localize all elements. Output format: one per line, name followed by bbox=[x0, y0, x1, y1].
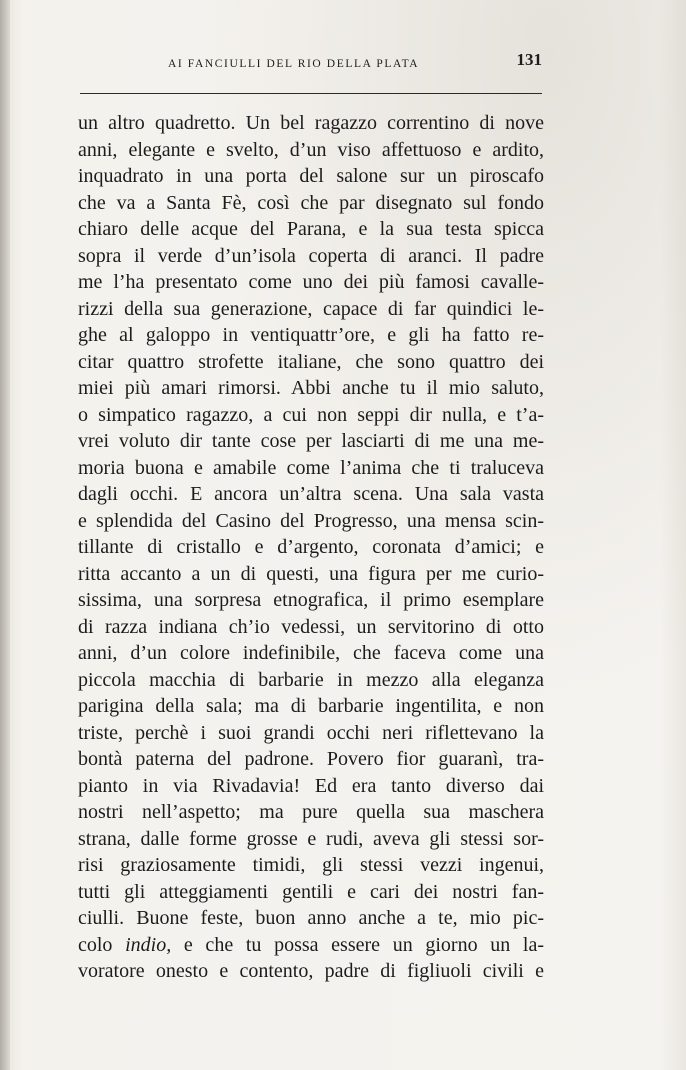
text-line: che va a Santa Fè, così che par disegnato sul fondo bbox=[78, 191, 544, 214]
text-line: ghe al galoppo in ventiquattr’ore, e gli ha fatto re- bbox=[78, 324, 544, 346]
text-line: moria buona e amabile come l’anima che ti traluceva bbox=[78, 456, 544, 479]
text-line: citar quattro strofette italiane, che sono quattro dei bbox=[78, 350, 544, 373]
italic-word: indio, bbox=[125, 933, 172, 956]
text-line: ritta accanto a un di questi, una figura per me curio- bbox=[78, 562, 544, 585]
page-number: 131 bbox=[516, 50, 542, 69]
text-line: rizzi della sua generazione, capace di far quindici le- bbox=[78, 297, 544, 320]
text-line: dagli occhi. E ancora un’altra scena. Una sala vasta bbox=[78, 483, 544, 505]
text-line: vrei voluto dir tante cose per lasciarti di me una me- bbox=[78, 430, 544, 452]
text-line: chiaro delle acque del Parana, e la sua testa spicca bbox=[78, 218, 544, 240]
text-line: ciulli. Buone feste, buon anno anche a te, mio pic- bbox=[78, 907, 544, 929]
text-line: anni, elegante e svelto, d’un viso affettuoso e ardito, bbox=[78, 138, 544, 161]
text-line: sissima, una sorpresa etnografica, il primo esemplare bbox=[78, 589, 544, 611]
text-run: e che tu possa essere un giorno un la- bbox=[171, 933, 544, 956]
page-gutter-shadow bbox=[0, 0, 10, 1070]
text-line: di razza indiana ch’io vedessi, un servitorino di otto bbox=[78, 615, 544, 638]
text-line: anni, d’un colore indefinibile, che faceva come una bbox=[78, 642, 544, 664]
text-line: e splendida del Casino del Progresso, una mensa scin- bbox=[78, 509, 544, 532]
text-line: piccola macchia di barbarie in mezzo alla eleganza bbox=[78, 668, 544, 691]
text-line: sopra il verde d’un’isola coperta di aranci. Il padre bbox=[78, 244, 544, 267]
text-line-with-italic bbox=[78, 932, 544, 959]
text-line: tillante di cristallo e d’argento, coronata d’amici; e bbox=[78, 536, 544, 558]
text-line: miei più amari rimorsi. Abbi anche tu il mio saluto, bbox=[78, 377, 544, 399]
text-line: un altro quadretto. Un bel ragazzo correntino di nove bbox=[78, 112, 544, 134]
text-line: strana, dalle forme grosse e rudi, aveva gli stessi sor- bbox=[78, 827, 544, 850]
text-line: parigina della sala; ma di barbarie ingentilita, e non bbox=[78, 695, 544, 717]
text-line: me l’ha presentato come uno dei più famosi cavalle- bbox=[78, 271, 544, 293]
header-rule bbox=[80, 93, 542, 94]
text-line: tutti gli atteggiamenti gentili e cari dei nostri fan- bbox=[78, 880, 544, 903]
text-line: triste, perchè i suoi grandi occhi neri riflettevano la bbox=[78, 721, 544, 744]
text-line: pianto in via Rivadavia! Ed era tanto diverso dai bbox=[78, 774, 544, 797]
running-title: AI FANCIULLI DEL RIO DELLA PLATA bbox=[168, 58, 420, 70]
text-line: o simpatico ragazzo, a cui non seppi dir nulla, e t’a- bbox=[78, 403, 544, 426]
running-head bbox=[78, 48, 544, 76]
body-text bbox=[78, 110, 544, 985]
text-line: bontà paterna del padrone. Povero fior guaranì, tra- bbox=[78, 748, 544, 770]
text-line: nostri nell’aspetto; ma pure quella sua maschera bbox=[78, 801, 544, 823]
text-run: colo bbox=[78, 933, 126, 956]
text-line: risi graziosamente timidi, gli stessi vezzi ingenui, bbox=[78, 854, 544, 876]
text-line: voratore onesto e contento, padre di figliuoli civili e bbox=[78, 960, 544, 982]
text-line: inquadrato in una porta del salone sur un piroscafo bbox=[78, 165, 544, 187]
